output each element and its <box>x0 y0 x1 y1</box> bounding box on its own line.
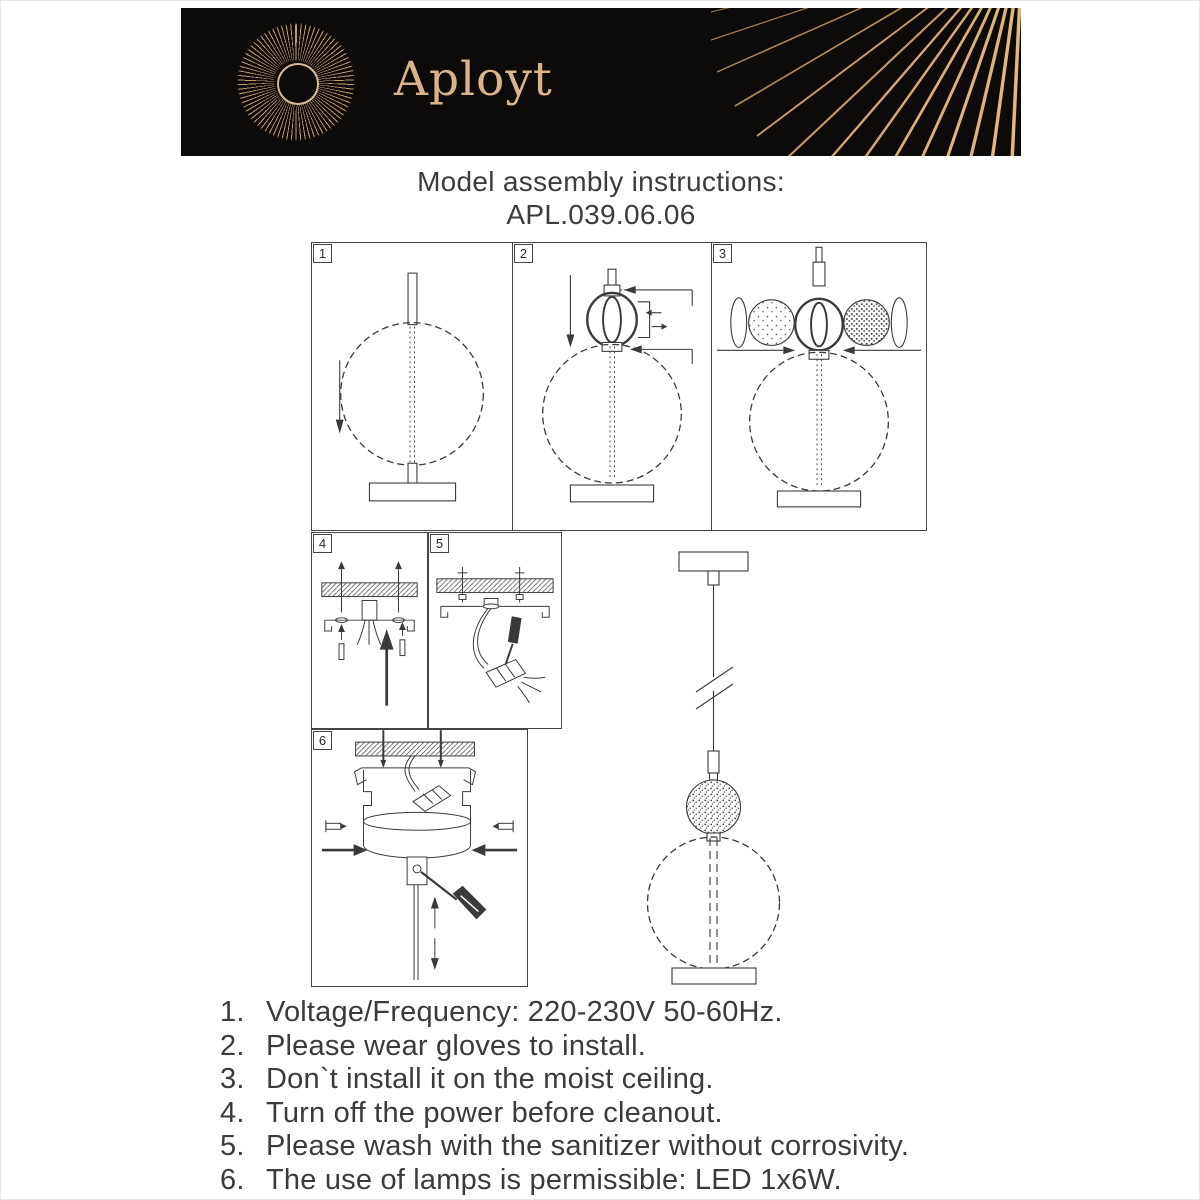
header-banner <box>181 8 1021 156</box>
item-number: 1. <box>220 996 245 1028</box>
step-4-diagram <box>312 533 427 728</box>
lamp-base <box>672 968 756 984</box>
sunburst-inner-ring-icon <box>277 63 319 105</box>
holder-cage <box>587 293 637 346</box>
step-6-diagram <box>312 730 527 986</box>
instruction-item <box>220 1030 1080 1064</box>
canopy-cup <box>364 812 471 830</box>
canopy-body <box>364 770 372 822</box>
step-panel-5 <box>428 532 562 729</box>
item-text: The use of lamps is permissible: LED 1x6W. <box>266 1163 842 1196</box>
crystal-ball <box>687 780 741 834</box>
lamp-base <box>777 491 860 507</box>
brand-wordmark: Aployt <box>394 52 553 107</box>
step-panel-1 <box>311 242 513 531</box>
item-number: 5. <box>220 1130 245 1162</box>
instruction-item <box>220 1063 1080 1097</box>
ceiling <box>437 579 553 593</box>
down-arrow-icon <box>431 958 439 970</box>
panel-4-label: 4 <box>313 534 332 553</box>
final-assembly-view <box>596 541 906 993</box>
item-text: Please wash with the sanitizer without corrosivity. <box>266 1130 910 1162</box>
up-arrow-icon <box>431 897 439 909</box>
step-5-diagram <box>429 533 561 728</box>
item-number: 6. <box>220 1163 245 1196</box>
lamp-base <box>369 483 455 501</box>
terminal-block <box>486 660 525 688</box>
panel-5-label: 5 <box>430 534 449 553</box>
sphere-outline <box>543 344 682 483</box>
step-panel-6 <box>311 729 528 987</box>
screwdriver-icon <box>508 616 522 644</box>
panel-3-label: 3 <box>713 244 732 263</box>
item-number: 4. <box>220 1096 245 1129</box>
ceiling <box>322 583 417 597</box>
page-title: Model assembly instructions: <box>417 166 785 197</box>
step-3-diagram <box>712 243 926 530</box>
ceiling-plate <box>679 552 748 571</box>
left-arrow-icon <box>472 844 486 856</box>
step-1-diagram <box>312 243 512 530</box>
item-number: 3. <box>220 1063 245 1095</box>
left-arrow-icon <box>843 346 855 354</box>
ring-side-view <box>891 298 907 348</box>
title-block <box>1 165 1200 231</box>
step-panel-2 <box>512 242 712 531</box>
corner-rays-icon <box>711 8 1021 156</box>
model-number: APL.039.06.06 <box>506 199 696 230</box>
item-number: 2. <box>220 1029 245 1062</box>
instruction-item <box>220 996 1080 1030</box>
item-text: Voltage/Frequency: 220-230V 50-60Hz. <box>266 996 783 1028</box>
final-assembly-diagram <box>596 541 906 993</box>
panel-6-label: 6 <box>313 731 332 750</box>
item-text: Turn off the power before cleanout. <box>266 1096 723 1129</box>
panel-1-label: 1 <box>313 244 332 263</box>
panel-2-label: 2 <box>514 244 533 263</box>
ring-side-view <box>731 298 747 348</box>
instruction-item <box>220 1097 1080 1131</box>
instructions-list <box>220 996 1080 1197</box>
step-2-diagram <box>513 243 711 530</box>
item-text: Don`t install it on the moist ceiling. <box>266 1063 714 1095</box>
step-panel-4 <box>311 532 428 729</box>
right-arrow-icon <box>783 346 795 354</box>
item-text: Please wear gloves to install. <box>266 1029 646 1062</box>
holder-cage <box>795 299 843 351</box>
step-panel-3 <box>711 242 927 531</box>
ceiling <box>356 742 475 756</box>
lamp-base <box>570 485 653 502</box>
instruction-item <box>220 1164 1080 1198</box>
crystal-ball <box>844 300 890 346</box>
sphere-outline <box>648 837 780 969</box>
sphere-outline <box>341 323 484 466</box>
sphere-outline <box>750 352 889 491</box>
instruction-item <box>220 1130 1080 1164</box>
crystal-ball <box>749 300 795 346</box>
